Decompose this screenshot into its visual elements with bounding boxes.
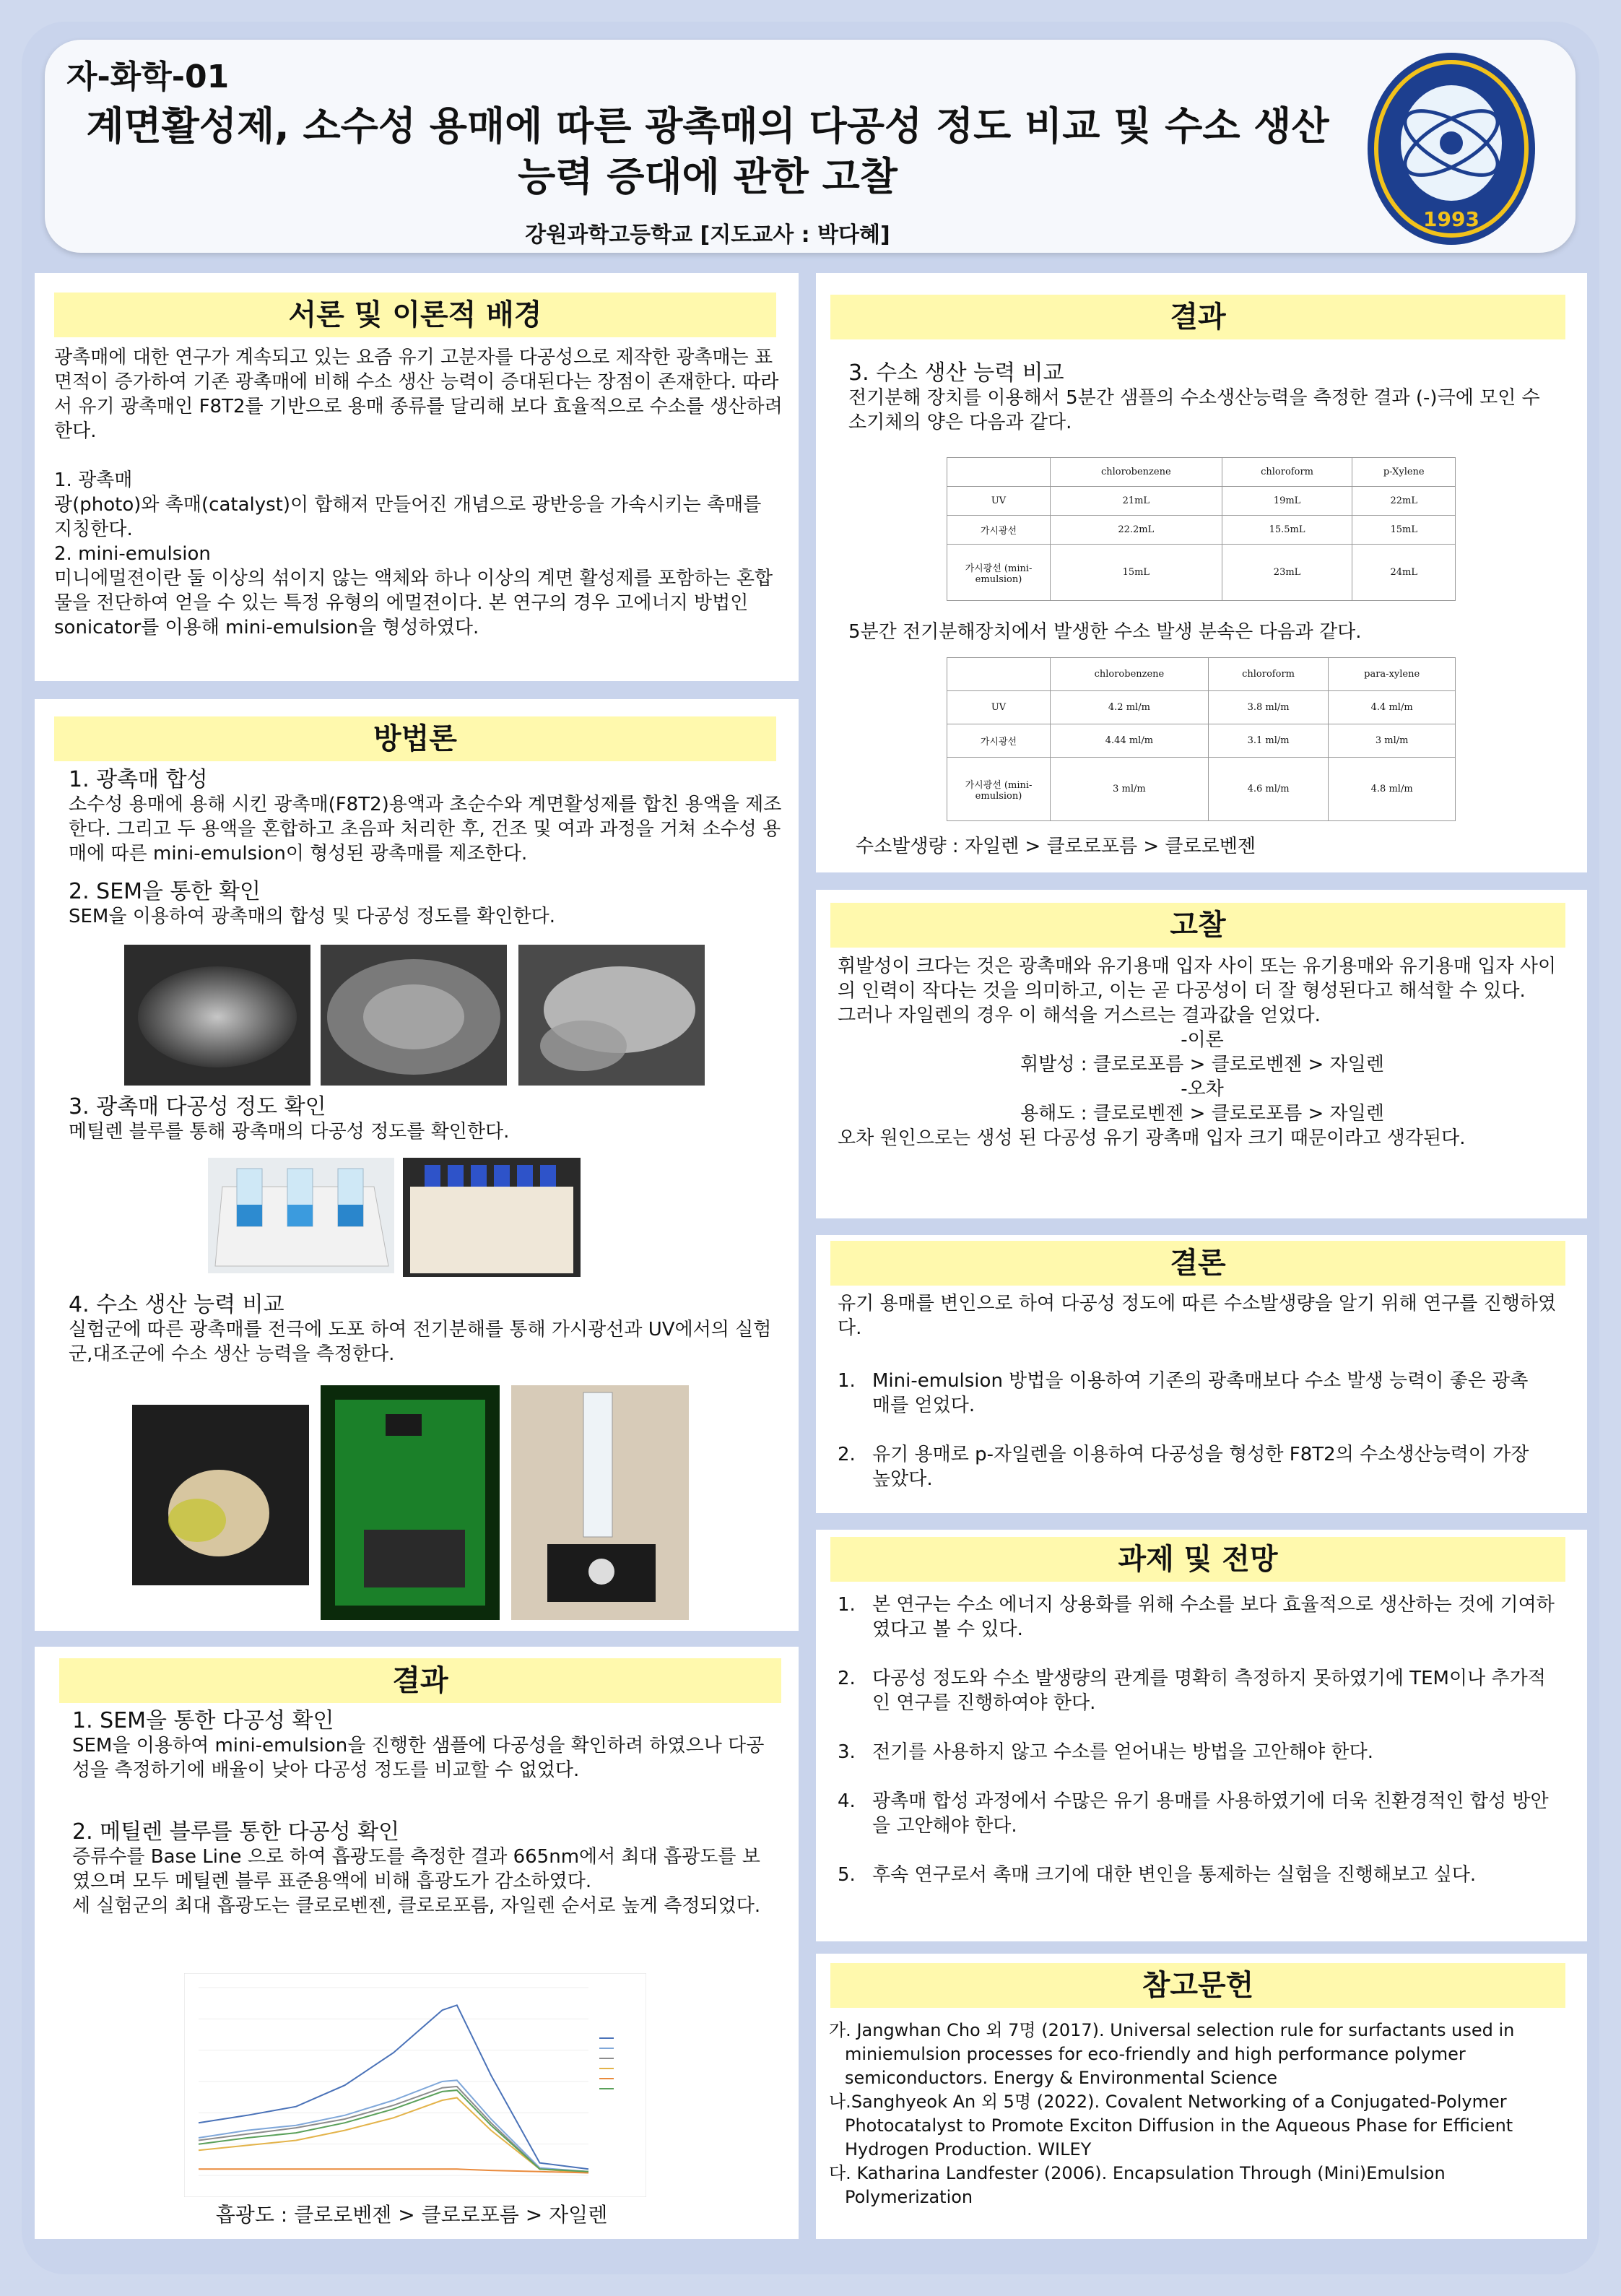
t1-r2c1: 15mL xyxy=(1051,545,1222,601)
t1-r1c2: 15.5mL xyxy=(1222,516,1352,545)
conclusion-text xyxy=(838,1291,1560,1340)
t1-h0 xyxy=(947,458,1051,487)
references-heading: 참고문헌 xyxy=(830,1963,1565,2008)
result-r2-title: 2. 메틸렌 블루를 통한 다공성 확인 xyxy=(72,1819,400,1845)
discussion-p3: 오차 원인으로는 생성 된 다공성 유기 광촉매 입자 크기 때문이라고 생각된다. xyxy=(838,1127,1466,1149)
hydrogen-volume-table xyxy=(947,457,1456,601)
t1-h3: p-Xylene xyxy=(1352,458,1456,487)
poster-subtitle: 강원과학고등학교 [지도교사 : 박다혜] xyxy=(525,222,890,248)
method-s3-body: 메틸렌 블루를 통해 광촉매의 다공성 정도를 확인한다. xyxy=(69,1121,510,1143)
t2-r1c2: 3.1 ml/m xyxy=(1208,724,1329,758)
method-s4 xyxy=(69,1293,783,1366)
result-h3 xyxy=(848,361,1556,435)
t2-h1: chlorobenzene xyxy=(1051,658,1209,691)
t2-r1c3: 3 ml/m xyxy=(1329,724,1456,758)
coating-photo xyxy=(132,1405,309,1585)
sem-image-2 xyxy=(321,945,507,1086)
t2-r2c1: 3 ml/m xyxy=(1051,758,1209,821)
result-summary: 수소발생량 : 자일렌 > 클로로포름 > 클로로벤젠 xyxy=(856,836,1256,857)
discussion-c4: 용해도 : 클로로벤젠 > 클로로포름 > 자일렌 xyxy=(1020,1103,1384,1125)
t2-r2c2: 4.6 ml/m xyxy=(1208,758,1329,821)
discussion-p1: 휘발성이 크다는 것은 광촉매와 유기용매 입자 사이 또는 유기용매와 유기용매 입자 사이의 인력이 작다는 것을 의미하고, 이는 곧 다공성이 더 잘 형성된다고 해석할 수 있다. xyxy=(838,956,1557,1002)
t2-r0c2: 3.8 ml/m xyxy=(1208,691,1329,724)
method-s4-body: 실험군에 따른 광촉매를 전극에 도포 하여 전기분해를 통해 가시광선과 UV에서의 실험군,대조군에 수소 생산 능력을 측정한다. xyxy=(69,1319,772,1365)
conclusion-intro: 유기 용매를 변인으로 하여 다공성 정도에 따른 수소발생량을 알기 위해 연구를 진행하였다. xyxy=(838,1293,1557,1339)
intro-heading: 서론 및 이론적 배경 xyxy=(54,293,776,337)
reference-2: 나.Sanghyeok An 외 5명 (2022). Covalent Networking of a Conjugated-Polymer Photocatalyst to Promote Exciton Diffusion in the Aqueous Phase for Efficient Hydrogen Production. WILEY xyxy=(829,2092,1513,2159)
result-left-caption: 흡광도 : 클로로벤젠 > 클로로포름 > 자일렌 xyxy=(215,2203,608,2227)
conclusion-heading: 결론 xyxy=(830,1241,1565,1286)
school-logo-icon xyxy=(1365,49,1538,248)
method-s1 xyxy=(69,768,783,866)
t1-r2c3: 24mL xyxy=(1352,545,1456,601)
poster-title: 계면활성제, 소수성 용매에 따른 광촉매의 다공성 정도 비교 및 수소 생산 능력 증대에 관한 고찰 xyxy=(86,103,1329,199)
t1-r0c3: 22mL xyxy=(1352,487,1456,516)
conclusion-list: 1. Mini-emulsion 방법을 이용하여 기존의 광촉매보다 수소 발생 능력이 좋은 광촉매를 얻었다. 2. 유기 용매로 p-자일렌을 이용하여 다공성을 형성한 F8T2의 수소생산능력이 가장 높았다. xyxy=(838,1369,1538,1491)
green-light-setup-photo xyxy=(321,1385,500,1620)
result-right-heading: 결과 xyxy=(830,295,1565,339)
intro-term1-body: 광(photo)와 촉매(catalyst)이 합해져 만들어진 개념으로 광반응을 가속시키는 촉매를 지칭한다. xyxy=(54,494,762,540)
result-mid-text: 5분간 전기분해장치에서 발생한 수소 발생 분속은 다음과 같다. xyxy=(848,621,1362,643)
reference-1: 가. Jangwhan Cho 외 7명 (2017). Universal selection rule for surfactants used in miniemulsion processes for eco-friendly and high performance polymer semiconductors. Energy & Environmental Science xyxy=(829,2020,1515,2088)
method-s3 xyxy=(69,1095,783,1144)
method-heading: 방법론 xyxy=(54,716,776,761)
result-r2-body: 증류수를 Base Line 으로 하여 흡광도를 측정한 결과 665nm에서 최대 흡광도를 보였으며 모두 메틸렌 블루 표준용액에 비해 흡광도가 감소하였다. xyxy=(72,1846,760,1892)
method-s2-title: 2. SEM을 통한 확인 xyxy=(69,879,261,904)
intro-text xyxy=(54,345,783,640)
conclusion-item-2: 유기 용매로 p-자일렌을 이용하여 다공성을 형성한 F8T2의 수소생산능력이 가장 높았다. xyxy=(872,1444,1529,1490)
reference-3: 다. Katharina Landfester (2006). Encapsulation Through (Mini)Emulsion Polymerization xyxy=(829,2163,1446,2207)
intro-term1: 1. 광촉매 xyxy=(54,469,133,491)
method-s2 xyxy=(69,880,783,929)
t2-r0c1: 4.2 ml/m xyxy=(1051,691,1209,724)
future-item-4: 광촉매 합성 과정에서 수많은 유기 용매를 사용하였기에 더욱 친환경적인 합성 방안을 고안해야 한다. xyxy=(872,1790,1549,1837)
t1-h2: chloroform xyxy=(1222,458,1352,487)
electrolysis-apparatus-photo xyxy=(511,1385,689,1620)
methylene-cuvette-photo xyxy=(208,1158,394,1273)
intro-term2: 2. mini-emulsion xyxy=(54,543,211,565)
method-s4-title: 4. 수소 생산 능력 비교 xyxy=(69,1292,284,1317)
t1-r0c1: 21mL xyxy=(1051,487,1222,516)
absorbance-chart xyxy=(184,1973,646,2197)
t1-r2c2: 23mL xyxy=(1222,545,1352,601)
discussion-c3: -오차 xyxy=(1181,1078,1224,1100)
method-s2-body: SEM을 이용하여 광촉매의 합성 및 다공성 정도를 확인한다. xyxy=(69,906,556,927)
result-left-heading: 결과 xyxy=(59,1658,781,1703)
method-s3-title: 3. 광촉매 다공성 정도 확인 xyxy=(69,1094,326,1119)
sem-image-1 xyxy=(124,945,310,1086)
t1-h1: chlorobenzene xyxy=(1051,458,1222,487)
future-item-5: 후속 연구로서 촉매 크기에 대한 변인을 통제하는 실험을 진행해보고 싶다. xyxy=(872,1864,1477,1886)
result-h3-title: 3. 수소 생산 능력 비교 xyxy=(848,360,1064,386)
future-item-3: 전기를 사용하지 않고 수소를 얻어내는 방법을 고안해야 한다. xyxy=(872,1741,1374,1763)
future-list: 1. 본 연구는 수소 에너지 상용화를 위해 수소를 보다 효율적으로 생산하는 것에 기여하였다고 볼 수 있다. 2. 다공성 정도와 수소 발생량의 관계를 명확히 측정하지 못하였기에 TEM이나 추가적인 연구를 진행하여야 한다. 3. 전기를 사용하지 않고 수소를 얻어내는 방법을 고안해야 한다. 4. 광촉매 합성 과정에서 수많은 유기 용매를 사용하였기에 더욱 친환경적인 합성 방안을 고안해야 한다. 5. 후속 연구로서 촉매 크기에 대한 변인을 통제하는 실험을 진행해보고 싶다. xyxy=(838,1593,1556,1887)
method-s1-body: 소수성 용매에 용해 시킨 광촉매(F8T2)용액과 초순수와 계면활성제를 합친 용액을 제조한다. 그리고 두 용액을 혼합하고 초음파 처리한 후, 건조 및 여과 과정을 거쳐 소수성 용매에 따른 mini-emulsion이 형성된 광촉매를 제조한다. xyxy=(69,794,782,865)
sem-image-3 xyxy=(518,945,705,1086)
discussion-heading: 고찰 xyxy=(830,903,1565,948)
poster-code: 자-화학-01 xyxy=(66,59,230,95)
t2-r1c0: 가시광선 xyxy=(947,724,1051,758)
intro-para: 광촉매에 대한 연구가 계속되고 있는 요즘 유기 고분자를 다공성으로 제작한 광촉매는 표면적이 증가하여 기존 광촉매에 비해 수소 생산 능력이 증대된다는 장점이 존재한다. 따라서 유기 광촉매인 F8T2를 기반으로 용매 종류를 달리해 보다 효율적으로 수소를 생산하려 한다. xyxy=(54,347,783,442)
t1-r1c3: 15mL xyxy=(1352,516,1456,545)
methylene-vials-photo xyxy=(403,1158,581,1277)
t2-r2c3: 4.8 ml/m xyxy=(1329,758,1456,821)
t2-r0c0: UV xyxy=(947,691,1051,724)
discussion-c2: 휘발성 : 클로로포름 > 클로로벤젠 > 자일렌 xyxy=(1020,1054,1384,1075)
t2-r0c3: 4.4 ml/m xyxy=(1329,691,1456,724)
t1-r2c0: 가시광선 (mini-emulsion) xyxy=(947,545,1051,601)
t1-r0c2: 19mL xyxy=(1222,487,1352,516)
result-h3-body: 전기분해 장치를 이용해서 5분간 샘플의 수소생산능력을 측정한 결과 (-)극에 모인 수소기체의 양은 다음과 같다. xyxy=(848,387,1540,433)
result-r2-body2: 세 실험군의 최대 흡광도는 클로로벤젠, 클로로포름, 자일렌 순서로 높게 측정되었다. xyxy=(72,1895,761,1917)
t2-r2c0: 가시광선 (mini-emulsion) xyxy=(947,758,1051,821)
t2-h2: chloroform xyxy=(1208,658,1329,691)
intro-term2-body: 미니에멀젼이란 둘 이상의 섞이지 않는 액체와 하나 이상의 계면 활성제를 포함하는 혼합물을 전단하여 얻을 수 있는 특정 유형의 에멀젼이다. 본 연구의 경우 고에너지 방법인 sonicator를 이용해 mini-emulsion을 형성하였다. xyxy=(54,568,773,638)
t2-h0 xyxy=(947,658,1051,691)
result-r1 xyxy=(72,1709,765,1782)
result-r2 xyxy=(72,1820,765,1918)
discussion-c1: -이론 xyxy=(1181,1029,1224,1051)
t1-r1c0: 가시광선 xyxy=(947,516,1051,545)
discussion-p2: 그러나 자일렌의 경우 이 해석을 거스르는 결과값을 얻었다. xyxy=(838,1005,1321,1026)
future-item-2: 다공성 정도와 수소 발생량의 관계를 명확히 측정하지 못하였기에 TEM이나 추가적인 연구를 진행하여야 한다. xyxy=(872,1668,1546,1714)
references-list xyxy=(829,2019,1565,2209)
t2-h3: para-xylene xyxy=(1329,658,1456,691)
hydrogen-rate-table xyxy=(947,657,1456,821)
t1-r0c0: UV xyxy=(947,487,1051,516)
result-r1-body: SEM을 이용하여 mini-emulsion을 진행한 샘플에 다공성을 확인하려 하였으나 다공성을 측정하기에 배율이 낮아 다공성 정도를 비교할 수 없었다. xyxy=(72,1735,765,1781)
t1-r1c1: 22.2mL xyxy=(1051,516,1222,545)
discussion-text xyxy=(838,954,1567,1151)
future-heading: 과제 및 전망 xyxy=(830,1537,1565,1582)
result-r1-title: 1. SEM을 통한 다공성 확인 xyxy=(72,1708,334,1733)
method-s1-title: 1. 광촉매 합성 xyxy=(69,767,208,792)
logo-year: 1993 xyxy=(1423,207,1479,231)
t2-r1c1: 4.44 ml/m xyxy=(1051,724,1209,758)
future-item-1: 본 연구는 수소 에너지 상용화를 위해 수소를 보다 효율적으로 생산하는 것에 기여하였다고 볼 수 있다. xyxy=(872,1594,1555,1640)
conclusion-item-1: Mini-emulsion 방법을 이용하여 기존의 광촉매보다 수소 발생 능력이 좋은 광촉매를 얻었다. xyxy=(872,1370,1529,1416)
